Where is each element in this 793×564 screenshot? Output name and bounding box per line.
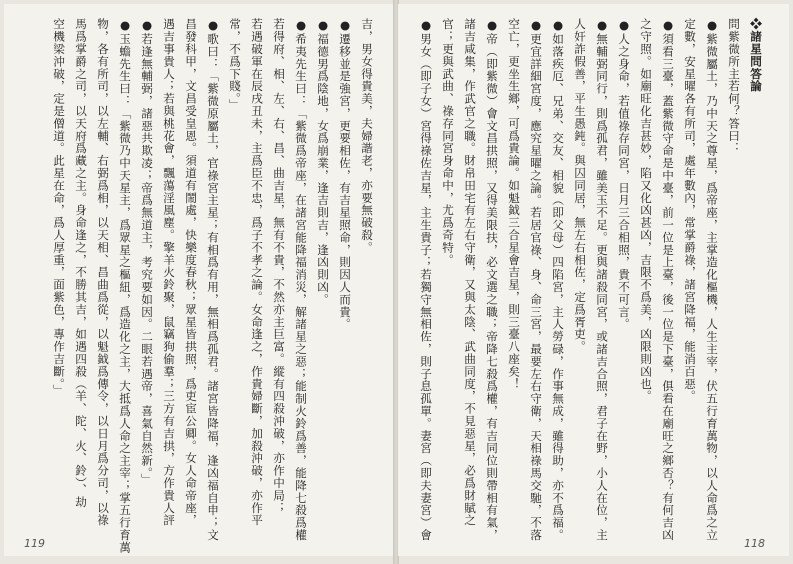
- right-page: [398, 4, 789, 556]
- left-page-text-line: ●希夷先生曰：「紫微爲帝座，在諸宮能降福消災，解諸星之惡；能制火鈴爲善，能降七殺爲權: [294, 18, 308, 542]
- right-page-number: 118: [744, 537, 765, 550]
- section-title: ❖諸星問答論: [749, 18, 763, 93]
- left-page-text-line: 常，不爲下賤。」: [228, 18, 242, 112]
- right-page-text-line: ●更宜詳細宮度，應究星曜之論。若居官祿、身、命三宮，最要左右守衛，天相祿馬交馳，不落: [529, 18, 543, 542]
- left-page-text-line: 吉，男女得貴美，夫婦諧老，亦要無破殺。: [360, 18, 374, 254]
- right-page-text-line: 人奸詐假善，平生愚鈍。與囚同居，無左右相佐，定爲胥吏。: [573, 18, 587, 353]
- right-page-text-line: ●無輔弼同行，則爲孤君，雖美玉不足。更與諸殺同宮，或諸吉合照，君子在野，小人在位，主: [595, 18, 609, 542]
- left-page-text-line: ●玉蟾先生曰：「紫微乃中天星主，爲眾星之樞紐，爲造化之主，大抵爲人命之主宰；掌五行育萬: [118, 18, 132, 554]
- left-page-text-line: 馬爲掌爵之司，以天府爲藏之主。身命逢之，不勝其吉，如遇四殺（羊、陀、火、鈴）、劫: [74, 18, 88, 509]
- left-page-text-line: 若遇破軍在辰戌丑未，主爲臣不忠，爲子不孝之論。女命逢之，作貴婦斷，加殺沖破，亦作平: [250, 18, 264, 527]
- right-page-text-line: ●須看三臺，蓋紫微守命是中臺，前一位是上臺，後一位是下臺，俱看在廟旺之鄉否？有何吉凶: [661, 18, 675, 542]
- question-line: 問紫微所主若何？答曰：: [727, 18, 741, 155]
- left-page-text-line: 物，各有所司，以左輔、右弼爲相，以天相、昌曲爲從，以魁鉞爲傳令，以日月爲分司，以祿: [96, 18, 110, 527]
- right-page-text-line: ●紫微屬土，乃中天之尊星，爲帝座，主掌造化樞機，人生主宰，伏五行育萬物，以人命爲之立: [705, 18, 719, 542]
- left-page: [4, 4, 394, 556]
- left-page-text: [48, 18, 378, 554]
- right-page-text-line: ●如落疾厄、兄弟、交友、相貌（即父母）四陷宮，主人勞碌，作事無成，雖得助，亦不爲福。: [551, 18, 565, 542]
- left-page-text-line: ●若逢無輔弼，諸惡共欺凌；帝爲無道主，考究要如因。二眼若遇帝，喜氣自然新。」: [140, 18, 154, 486]
- left-page-text-line: ●遷移並是強宮，更要相佐，有吉星照命，則因人而貴。: [338, 18, 352, 331]
- right-page-text-line: 諸吉咸集，作武官之職。財帛田宅有左右守衛，又與太陰、武曲同度，不見惡星，必爲財賦之: [463, 18, 477, 527]
- right-page-text-line: 官；更與武曲、祿存同宮身命中，尤爲奇特。: [441, 18, 455, 266]
- right-page-text-line: 空亡，更坐生鄉，可爲貴論。如魁鉞三合星會吉星，則三臺八座矣！: [507, 18, 521, 390]
- left-page-text-line: ●福德男爲陰地，女爲崩業，逢吉則吉，逢凶則凶。: [316, 18, 330, 306]
- right-page-text-line: ●男女（即子女）宮得祿佐吉星，主生貴子；若獨守無相佐，則子息孤單。妻宮（即夫妻宮）會: [419, 18, 433, 542]
- left-page-text-line: 遇吉事貴人；若與桃花會，飄蕩淫風塵。擎羊火鈴聚，鼠竊狗偷羣；三方有吉拱，方作貴人評: [162, 18, 176, 527]
- right-page-text-line: 定數，安星曜各有所司，處年數內，常掌爵祿，諸宮降福，能消百惡。: [683, 18, 697, 403]
- right-page-text-line: 之守照。如廟旺化吉甚妙，陷又化凶甚凶，吉限不爲美，凶限則凶也。: [639, 18, 653, 403]
- left-page-text-line: ●歌曰：「紫微原屬土，官祿宮主星；有相爲有用，無相爲孤君。諸宮皆降福，逢凶福自申；文: [206, 18, 220, 542]
- right-page-text: [415, 18, 767, 542]
- left-page-text-line: 若得府、相、左、右、昌、曲吉星，無有不貴，不然亦主巨富。縱有四殺沖破，亦作中局；: [272, 18, 286, 514]
- right-page-text-line: ●人之身命，若值祿存同宮，日月三合相照，貴不可言。: [617, 18, 631, 331]
- right-page-text-line: ●帝（即紫微）會文昌拱照，又得美限扶，必文選之職；帝降七殺爲權，有吉同位則帶相有氣，: [485, 18, 499, 542]
- left-page-text-line: 空機梁沖破，定是僧道。此星在命，爲人厚重，面紫色，專作吉斷。」: [52, 18, 66, 397]
- left-page-text-line: 昌發科甲，文昌受皇恩。須道有鬧處，快樂度春秋；眾星皆拱照，爲吏宦公卿。女人命帝座，: [184, 18, 198, 527]
- left-page-number: 119: [24, 537, 45, 550]
